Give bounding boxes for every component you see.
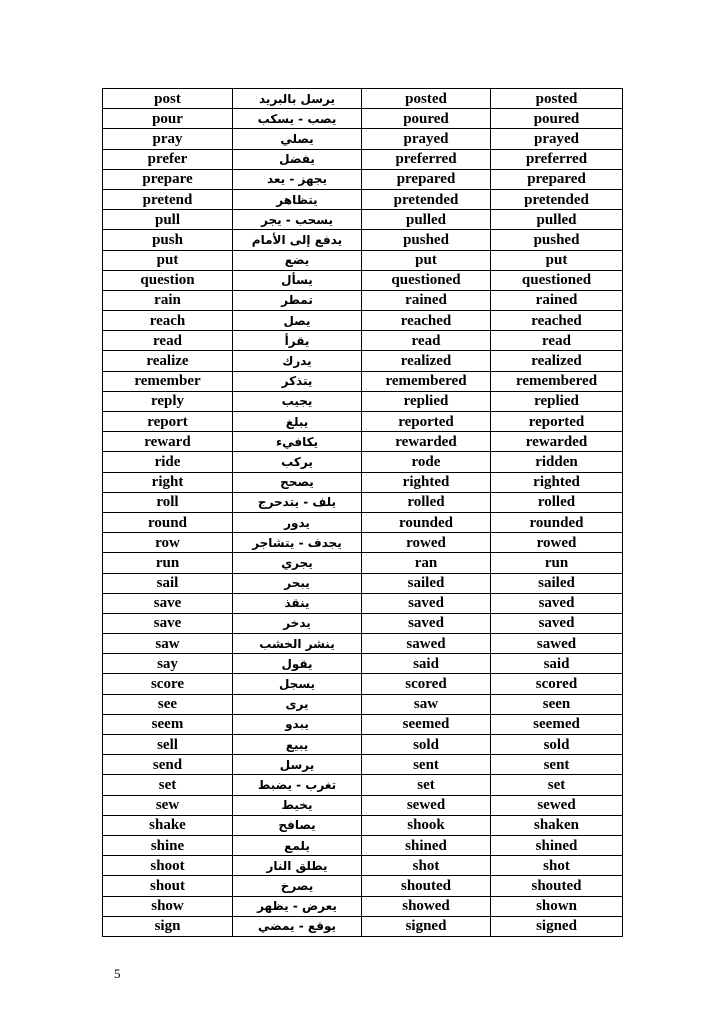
table-row xyxy=(103,149,623,169)
past-participle-cell: pulled xyxy=(491,210,623,230)
table-row xyxy=(103,129,623,149)
table-row xyxy=(103,210,623,230)
table-row xyxy=(103,109,623,129)
past-simple-cell: questioned xyxy=(362,270,491,290)
arabic-meaning-cell: يركب xyxy=(233,452,362,472)
past-simple-cell: rained xyxy=(362,290,491,310)
base-form-cell: push xyxy=(103,230,233,250)
table-row xyxy=(103,795,623,815)
arabic-meaning-cell: يدفع إلى الأمام xyxy=(233,230,362,250)
past-participle-cell: rounded xyxy=(491,512,623,532)
table-row xyxy=(103,896,623,916)
arabic-meaning-cell: يسحب - يجر xyxy=(233,210,362,230)
base-form-cell: sign xyxy=(103,916,233,936)
past-simple-cell: righted xyxy=(362,472,491,492)
base-form-cell: remember xyxy=(103,371,233,391)
base-form-cell: sell xyxy=(103,735,233,755)
arabic-meaning-cell: تمطر xyxy=(233,290,362,310)
base-form-cell: see xyxy=(103,694,233,714)
past-simple-cell: rolled xyxy=(362,492,491,512)
past-simple-cell: showed xyxy=(362,896,491,916)
past-participle-cell: shaken xyxy=(491,815,623,835)
past-participle-cell: pushed xyxy=(491,230,623,250)
table-row xyxy=(103,492,623,512)
past-simple-cell: rounded xyxy=(362,512,491,532)
past-simple-cell: shook xyxy=(362,815,491,835)
past-participle-cell: set xyxy=(491,775,623,795)
past-participle-cell: remembered xyxy=(491,371,623,391)
past-participle-cell: scored xyxy=(491,674,623,694)
arabic-meaning-cell: يفضل xyxy=(233,149,362,169)
arabic-meaning-cell: يصل xyxy=(233,311,362,331)
base-form-cell: question xyxy=(103,270,233,290)
past-simple-cell: put xyxy=(362,250,491,270)
past-simple-cell: shot xyxy=(362,856,491,876)
base-form-cell: show xyxy=(103,896,233,916)
table-row xyxy=(103,916,623,936)
past-simple-cell: sailed xyxy=(362,573,491,593)
past-participle-cell: reached xyxy=(491,311,623,331)
past-participle-cell: rowed xyxy=(491,533,623,553)
table-row xyxy=(103,876,623,896)
past-participle-cell: ridden xyxy=(491,452,623,472)
base-form-cell: put xyxy=(103,250,233,270)
past-simple-cell: preferred xyxy=(362,149,491,169)
past-simple-cell: pushed xyxy=(362,230,491,250)
arabic-meaning-cell: يعرض - يظهر xyxy=(233,896,362,916)
past-simple-cell: prayed xyxy=(362,129,491,149)
past-simple-cell: saved xyxy=(362,613,491,633)
base-form-cell: realize xyxy=(103,351,233,371)
table-row xyxy=(103,694,623,714)
base-form-cell: row xyxy=(103,533,233,553)
arabic-meaning-cell: ينقذ xyxy=(233,593,362,613)
arabic-meaning-cell: يدخر xyxy=(233,613,362,633)
base-form-cell: set xyxy=(103,775,233,795)
table-row xyxy=(103,755,623,775)
past-participle-cell: seen xyxy=(491,694,623,714)
base-form-cell: prefer xyxy=(103,149,233,169)
table-row xyxy=(103,290,623,310)
table-row xyxy=(103,674,623,694)
past-participle-cell: read xyxy=(491,331,623,351)
arabic-meaning-cell: يصلي xyxy=(233,129,362,149)
arabic-meaning-cell: يبلغ xyxy=(233,412,362,432)
base-form-cell: ride xyxy=(103,452,233,472)
arabic-meaning-cell: تغرب - يضبط xyxy=(233,775,362,795)
past-simple-cell: prepared xyxy=(362,169,491,189)
past-participle-cell: sailed xyxy=(491,573,623,593)
base-form-cell: reply xyxy=(103,391,233,411)
base-form-cell: pretend xyxy=(103,189,233,209)
table-row xyxy=(103,391,623,411)
past-simple-cell: sewed xyxy=(362,795,491,815)
past-participle-cell: saved xyxy=(491,593,623,613)
arabic-meaning-cell: يطلق النار xyxy=(233,856,362,876)
verb-table-body xyxy=(103,89,623,937)
past-participle-cell: poured xyxy=(491,109,623,129)
base-form-cell: pour xyxy=(103,109,233,129)
past-simple-cell: posted xyxy=(362,89,491,109)
past-participle-cell: shined xyxy=(491,835,623,855)
past-simple-cell: scored xyxy=(362,674,491,694)
past-participle-cell: sawed xyxy=(491,634,623,654)
arabic-meaning-cell: يقرأ xyxy=(233,331,362,351)
base-form-cell: say xyxy=(103,654,233,674)
past-simple-cell: seemed xyxy=(362,714,491,734)
arabic-meaning-cell: ينشر الخشب xyxy=(233,634,362,654)
table-row xyxy=(103,613,623,633)
past-simple-cell: sawed xyxy=(362,634,491,654)
past-participle-cell: preferred xyxy=(491,149,623,169)
arabic-meaning-cell: يتظاهر xyxy=(233,189,362,209)
base-form-cell: sail xyxy=(103,573,233,593)
arabic-meaning-cell: يجدف - يتشاجر xyxy=(233,533,362,553)
base-form-cell: right xyxy=(103,472,233,492)
past-participle-cell: questioned xyxy=(491,270,623,290)
base-form-cell: score xyxy=(103,674,233,694)
base-form-cell: round xyxy=(103,512,233,532)
past-simple-cell: sold xyxy=(362,735,491,755)
past-participle-cell: posted xyxy=(491,89,623,109)
past-participle-cell: seemed xyxy=(491,714,623,734)
base-form-cell: prepare xyxy=(103,169,233,189)
past-participle-cell: shown xyxy=(491,896,623,916)
arabic-meaning-cell: يلف - يتدحرج xyxy=(233,492,362,512)
base-form-cell: read xyxy=(103,331,233,351)
past-participle-cell: said xyxy=(491,654,623,674)
base-form-cell: save xyxy=(103,593,233,613)
past-participle-cell: prepared xyxy=(491,169,623,189)
table-row xyxy=(103,714,623,734)
table-row xyxy=(103,351,623,371)
arabic-meaning-cell: يضع xyxy=(233,250,362,270)
table-row xyxy=(103,452,623,472)
arabic-meaning-cell: يصافح xyxy=(233,815,362,835)
past-participle-cell: run xyxy=(491,553,623,573)
arabic-meaning-cell: يرى xyxy=(233,694,362,714)
base-form-cell: shout xyxy=(103,876,233,896)
arabic-meaning-cell: يرسل xyxy=(233,755,362,775)
past-participle-cell: prayed xyxy=(491,129,623,149)
arabic-meaning-cell: يجيب xyxy=(233,391,362,411)
arabic-meaning-cell: يرسل بالبريد xyxy=(233,89,362,109)
table-row xyxy=(103,553,623,573)
table-row xyxy=(103,856,623,876)
past-participle-cell: reported xyxy=(491,412,623,432)
table-row xyxy=(103,735,623,755)
past-simple-cell: saw xyxy=(362,694,491,714)
past-simple-cell: realized xyxy=(362,351,491,371)
past-simple-cell: reported xyxy=(362,412,491,432)
past-participle-cell: shouted xyxy=(491,876,623,896)
table-row xyxy=(103,634,623,654)
table-row xyxy=(103,270,623,290)
past-participle-cell: put xyxy=(491,250,623,270)
past-simple-cell: saved xyxy=(362,593,491,613)
table-row xyxy=(103,835,623,855)
base-form-cell: shine xyxy=(103,835,233,855)
table-row xyxy=(103,654,623,674)
arabic-meaning-cell: يبدو xyxy=(233,714,362,734)
past-simple-cell: said xyxy=(362,654,491,674)
past-simple-cell: ran xyxy=(362,553,491,573)
past-simple-cell: reached xyxy=(362,311,491,331)
past-participle-cell: rained xyxy=(491,290,623,310)
table-row xyxy=(103,472,623,492)
past-simple-cell: sent xyxy=(362,755,491,775)
table-row xyxy=(103,311,623,331)
table-row xyxy=(103,573,623,593)
past-participle-cell: sent xyxy=(491,755,623,775)
past-participle-cell: shot xyxy=(491,856,623,876)
base-form-cell: saw xyxy=(103,634,233,654)
arabic-meaning-cell: يبيع xyxy=(233,735,362,755)
arabic-meaning-cell: يسأل xyxy=(233,270,362,290)
past-simple-cell: set xyxy=(362,775,491,795)
past-participle-cell: realized xyxy=(491,351,623,371)
base-form-cell: sew xyxy=(103,795,233,815)
table-row xyxy=(103,412,623,432)
table-row xyxy=(103,250,623,270)
arabic-meaning-cell: يجري xyxy=(233,553,362,573)
past-simple-cell: rode xyxy=(362,452,491,472)
arabic-meaning-cell: يلمع xyxy=(233,835,362,855)
arabic-meaning-cell: يبحر xyxy=(233,573,362,593)
base-form-cell: report xyxy=(103,412,233,432)
table-row xyxy=(103,169,623,189)
base-form-cell: save xyxy=(103,613,233,633)
table-row xyxy=(103,432,623,452)
page-number: 5 xyxy=(114,966,121,981)
past-simple-cell: pretended xyxy=(362,189,491,209)
table-row xyxy=(103,189,623,209)
past-participle-cell: sold xyxy=(491,735,623,755)
past-participle-cell: signed xyxy=(491,916,623,936)
past-simple-cell: shined xyxy=(362,835,491,855)
table-row xyxy=(103,775,623,795)
base-form-cell: rain xyxy=(103,290,233,310)
past-simple-cell: read xyxy=(362,331,491,351)
arabic-meaning-cell: يكافيء xyxy=(233,432,362,452)
past-simple-cell: signed xyxy=(362,916,491,936)
arabic-meaning-cell: يدرك xyxy=(233,351,362,371)
table-row xyxy=(103,815,623,835)
base-form-cell: shoot xyxy=(103,856,233,876)
table-row xyxy=(103,230,623,250)
table-row xyxy=(103,533,623,553)
base-form-cell: run xyxy=(103,553,233,573)
base-form-cell: roll xyxy=(103,492,233,512)
past-participle-cell: rewarded xyxy=(491,432,623,452)
past-participle-cell: saved xyxy=(491,613,623,633)
base-form-cell: post xyxy=(103,89,233,109)
base-form-cell: pray xyxy=(103,129,233,149)
table-row xyxy=(103,331,623,351)
past-simple-cell: pulled xyxy=(362,210,491,230)
past-participle-cell: replied xyxy=(491,391,623,411)
past-simple-cell: remembered xyxy=(362,371,491,391)
table-row xyxy=(103,593,623,613)
past-participle-cell: sewed xyxy=(491,795,623,815)
arabic-meaning-cell: يجهز - يعد xyxy=(233,169,362,189)
past-participle-cell: righted xyxy=(491,472,623,492)
base-form-cell: pull xyxy=(103,210,233,230)
past-simple-cell: shouted xyxy=(362,876,491,896)
arabic-meaning-cell: يدور xyxy=(233,512,362,532)
base-form-cell: reach xyxy=(103,311,233,331)
past-simple-cell: poured xyxy=(362,109,491,129)
arabic-meaning-cell: يخيط xyxy=(233,795,362,815)
past-participle-cell: rolled xyxy=(491,492,623,512)
past-participle-cell: pretended xyxy=(491,189,623,209)
arabic-meaning-cell: يقول xyxy=(233,654,362,674)
past-simple-cell: rewarded xyxy=(362,432,491,452)
base-form-cell: shake xyxy=(103,815,233,835)
base-form-cell: seem xyxy=(103,714,233,734)
arabic-meaning-cell: يسجل xyxy=(233,674,362,694)
arabic-meaning-cell: يصب - يسكب xyxy=(233,109,362,129)
table-row xyxy=(103,371,623,391)
past-simple-cell: replied xyxy=(362,391,491,411)
past-simple-cell: rowed xyxy=(362,533,491,553)
base-form-cell: send xyxy=(103,755,233,775)
arabic-meaning-cell: يوقع - يمضي xyxy=(233,916,362,936)
arabic-meaning-cell: يصحح xyxy=(233,472,362,492)
arabic-meaning-cell: يصرخ xyxy=(233,876,362,896)
base-form-cell: reward xyxy=(103,432,233,452)
verb-table xyxy=(102,88,623,937)
table-row xyxy=(103,89,623,109)
arabic-meaning-cell: يتذكر xyxy=(233,371,362,391)
table-row xyxy=(103,512,623,532)
